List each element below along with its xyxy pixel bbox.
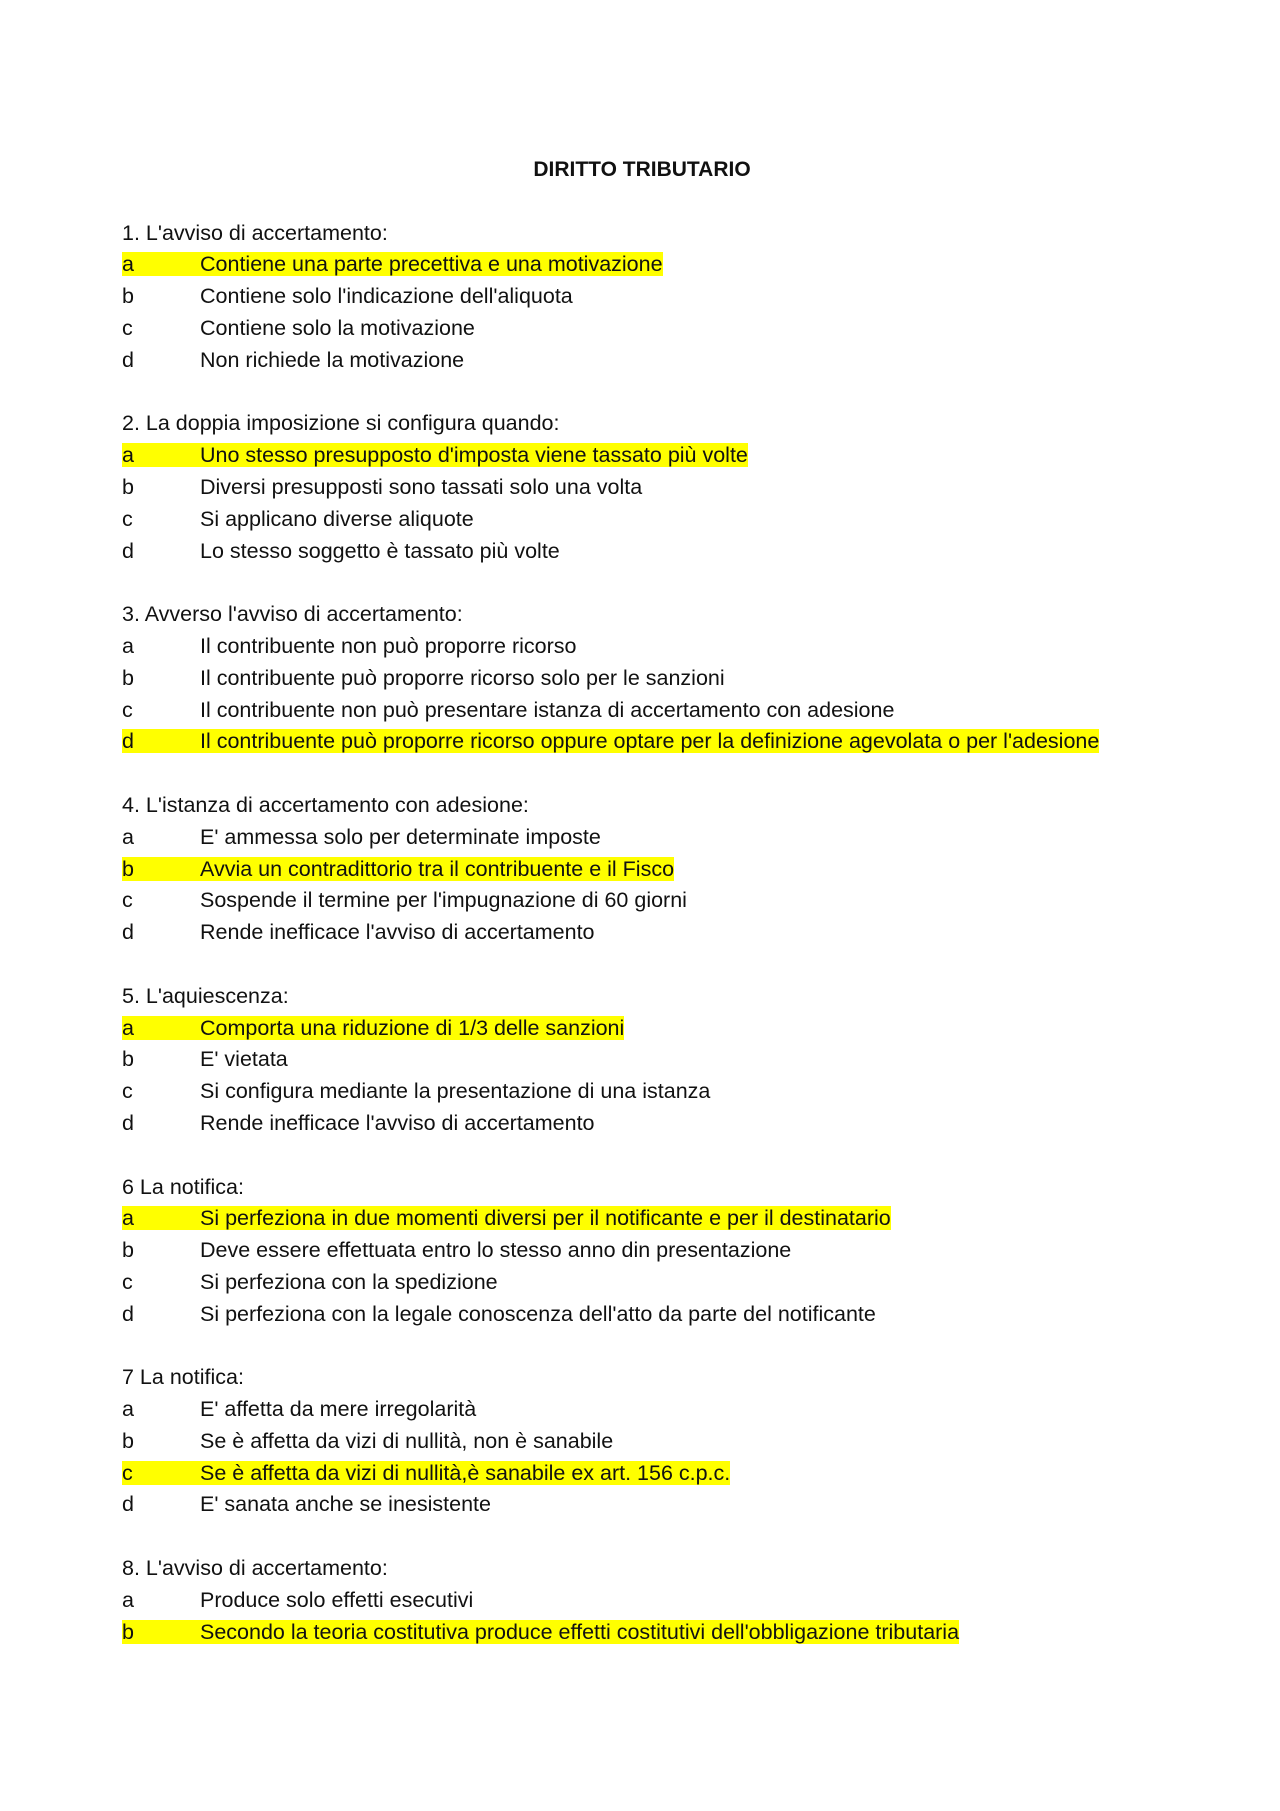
answer-option <box>122 1267 1142 1299</box>
answer-content <box>122 698 894 722</box>
answer-content <box>122 1397 476 1421</box>
answer-content <box>122 1492 491 1516</box>
answer-content <box>122 316 475 340</box>
question-block <box>122 599 1142 790</box>
answer-letter: b <box>122 856 134 881</box>
answer-option <box>122 663 1142 695</box>
answer-text: Si perfeziona con la spedizione <box>200 1269 498 1294</box>
answer-letter: c <box>122 1269 133 1294</box>
question-text: 2. La doppia imposizione si configura quando: <box>122 411 560 436</box>
answer-content <box>122 1079 710 1103</box>
answer-content <box>122 634 576 658</box>
answer-text: Comporta una riduzione di 1/3 delle sanzioni <box>200 1015 625 1040</box>
answer-text: Si perfeziona con la legale conoscenza dell'atto da parte del notificante <box>200 1301 876 1326</box>
answer-option <box>122 345 1142 377</box>
answer-option <box>122 1203 1142 1235</box>
answer-text: Se è affetta da vizi di nullità, non è sanabile <box>200 1428 614 1453</box>
answer-letter: a <box>122 633 134 658</box>
question-block <box>122 1553 1142 1648</box>
correct-answer-highlight <box>122 1461 730 1485</box>
question-block <box>122 218 1142 409</box>
answer-letter: c <box>122 697 133 722</box>
spacer <box>122 1140 1142 1172</box>
question-text: 8. L'avviso di accertamento: <box>122 1556 388 1581</box>
answer-letter: c <box>122 315 133 340</box>
answer-text: Rende inefficace l'avviso di accertamento <box>200 1110 595 1135</box>
answer-text: Non richiede la motivazione <box>200 347 465 372</box>
answer-content <box>122 1429 613 1453</box>
answer-content <box>122 348 464 372</box>
answer-text: Contiene una parte precettiva e una motivazione <box>200 252 663 277</box>
answer-option <box>122 1617 1142 1649</box>
answer-option <box>122 1458 1142 1490</box>
answer-option <box>122 1013 1142 1045</box>
answer-option <box>122 917 1142 949</box>
spacer <box>122 567 1142 599</box>
answer-text: Deve essere effettuata entro lo stesso anno din presentazione <box>200 1238 792 1263</box>
answer-option <box>122 536 1142 568</box>
correct-answer-highlight <box>122 1016 624 1040</box>
answer-content <box>122 1238 791 1262</box>
answer-text: Avvia un contradittorio tra il contribuente e il Fisco <box>200 856 675 881</box>
answer-option <box>122 313 1142 345</box>
answer-text: E' ammessa solo per determinate imposte <box>200 824 601 849</box>
answer-letter: b <box>122 284 134 309</box>
answer-option <box>122 822 1142 854</box>
answer-option <box>122 1394 1142 1426</box>
answer-letter: c <box>122 888 133 913</box>
answer-option <box>122 472 1142 504</box>
question-block <box>122 790 1142 981</box>
question-block <box>122 1362 1142 1553</box>
answer-text: Rende inefficace l'avviso di accertamento <box>200 920 595 945</box>
correct-answer-highlight <box>122 252 663 276</box>
answer-option <box>122 631 1142 663</box>
answer-text: Lo stesso soggetto è tassato più volte <box>200 538 560 563</box>
question-block <box>122 408 1142 599</box>
answer-letter: d <box>122 347 134 372</box>
answer-text: Secondo la teoria costitutiva produce effetti costitutivi dell'obbligazione tributaria <box>200 1619 960 1644</box>
answer-content <box>122 1302 876 1326</box>
correct-answer-highlight <box>122 1206 891 1230</box>
document-body <box>122 154 1142 1648</box>
answer-letter: b <box>122 474 134 499</box>
answer-letter: a <box>122 1587 134 1612</box>
answer-text: Il contribuente può proporre ricorso solo per le sanzioni <box>200 665 725 690</box>
answer-letter: d <box>122 538 134 563</box>
answer-letter: d <box>122 920 134 945</box>
question-text: 5. L'aquiescenza: <box>122 983 289 1008</box>
answer-option <box>122 1108 1142 1140</box>
question-block <box>122 1172 1142 1363</box>
answer-content <box>122 284 573 308</box>
answer-text: Si configura mediante la presentazione di una istanza <box>200 1079 711 1104</box>
answer-letter: d <box>122 1301 134 1326</box>
answer-text: Si applicano diverse aliquote <box>200 506 474 531</box>
answer-text: Contiene solo l'indicazione dell'aliquota <box>200 284 573 309</box>
answer-text: Se è affetta da vizi di nullità,è sanabile ex art. 156 c.p.c. <box>200 1460 731 1485</box>
answer-option <box>122 1076 1142 1108</box>
answer-letter: a <box>122 252 134 277</box>
answer-option <box>122 1585 1142 1617</box>
answer-letter: c <box>122 1460 133 1485</box>
answer-content <box>122 888 687 912</box>
correct-answer-highlight <box>122 857 674 881</box>
question-list <box>122 218 1142 1649</box>
spacer <box>122 758 1142 790</box>
answer-letter: d <box>122 729 134 754</box>
answer-content <box>122 507 474 531</box>
question-text: 6 La notifica: <box>122 1174 244 1199</box>
answer-text: E' sanata anche se inesistente <box>200 1492 491 1517</box>
answer-content <box>122 1111 595 1135</box>
answer-letter: a <box>122 1206 134 1231</box>
spacer <box>122 949 1142 981</box>
answer-letter: b <box>122 1238 134 1263</box>
answer-content <box>122 475 642 499</box>
answer-option <box>122 854 1142 886</box>
answer-text: Il contribuente non può presentare istanza di accertamento con adesione <box>200 697 895 722</box>
answer-text: Il contribuente non può proporre ricorso <box>200 633 577 658</box>
answer-letter: a <box>122 1397 134 1422</box>
spacer <box>122 1330 1142 1362</box>
answer-text: Sospende il termine per l'impugnazione di 60 giorni <box>200 888 687 913</box>
answer-option <box>122 1235 1142 1267</box>
correct-answer-highlight <box>122 1620 959 1644</box>
answer-option <box>122 726 1142 758</box>
answer-letter: c <box>122 1079 133 1104</box>
answer-option <box>122 1426 1142 1458</box>
answer-content <box>122 666 725 690</box>
answer-content <box>122 1588 473 1612</box>
answer-letter: a <box>122 443 134 468</box>
answer-option <box>122 885 1142 917</box>
answer-content <box>122 825 601 849</box>
answer-option <box>122 281 1142 313</box>
answer-content <box>122 920 595 944</box>
question-text: 4. L'istanza di accertamento con adesione: <box>122 792 529 817</box>
answer-option <box>122 695 1142 727</box>
question-text: 3. Avverso l'avviso di accertamento: <box>122 602 463 627</box>
document-title: DIRITTO TRIBUTARIO <box>533 158 751 181</box>
answer-option <box>122 1489 1142 1521</box>
answer-letter: a <box>122 1015 134 1040</box>
answer-text: Diversi presupposti sono tassati solo una volta <box>200 474 643 499</box>
correct-answer-highlight <box>122 729 1099 753</box>
answer-text: Si perfeziona in due momenti diversi per il notificante e per il destinatario <box>200 1206 891 1231</box>
answer-option <box>122 1044 1142 1076</box>
spacer <box>122 186 1142 218</box>
question-text: 1. L'avviso di accertamento: <box>122 220 388 245</box>
answer-option <box>122 1299 1142 1331</box>
answer-option <box>122 504 1142 536</box>
answer-text: Produce solo effetti esecutivi <box>200 1587 474 1612</box>
answer-content <box>122 539 560 563</box>
answer-letter: b <box>122 1428 134 1453</box>
answer-text: Contiene solo la motivazione <box>200 315 475 340</box>
answer-content <box>122 1270 498 1294</box>
answer-text: E' vietata <box>200 1047 288 1072</box>
answer-option <box>122 440 1142 472</box>
answer-content <box>122 1047 288 1071</box>
answer-text: E' affetta da mere irregolarità <box>200 1397 477 1422</box>
spacer <box>122 377 1142 409</box>
answer-letter: b <box>122 1619 134 1644</box>
question-text: 7 La notifica: <box>122 1365 244 1390</box>
answer-letter: a <box>122 824 134 849</box>
answer-text: Il contribuente può proporre ricorso oppure optare per la definizione agevolata o per l'adesione <box>200 729 1100 754</box>
answer-letter: d <box>122 1492 134 1517</box>
correct-answer-highlight <box>122 443 748 467</box>
answer-text: Uno stesso presupposto d'imposta viene tassato più volte <box>200 443 748 468</box>
question-block <box>122 981 1142 1172</box>
answer-option <box>122 249 1142 281</box>
answer-letter: b <box>122 665 134 690</box>
answer-letter: b <box>122 1047 134 1072</box>
answer-letter: d <box>122 1110 134 1135</box>
answer-letter: c <box>122 506 133 531</box>
spacer <box>122 1521 1142 1553</box>
